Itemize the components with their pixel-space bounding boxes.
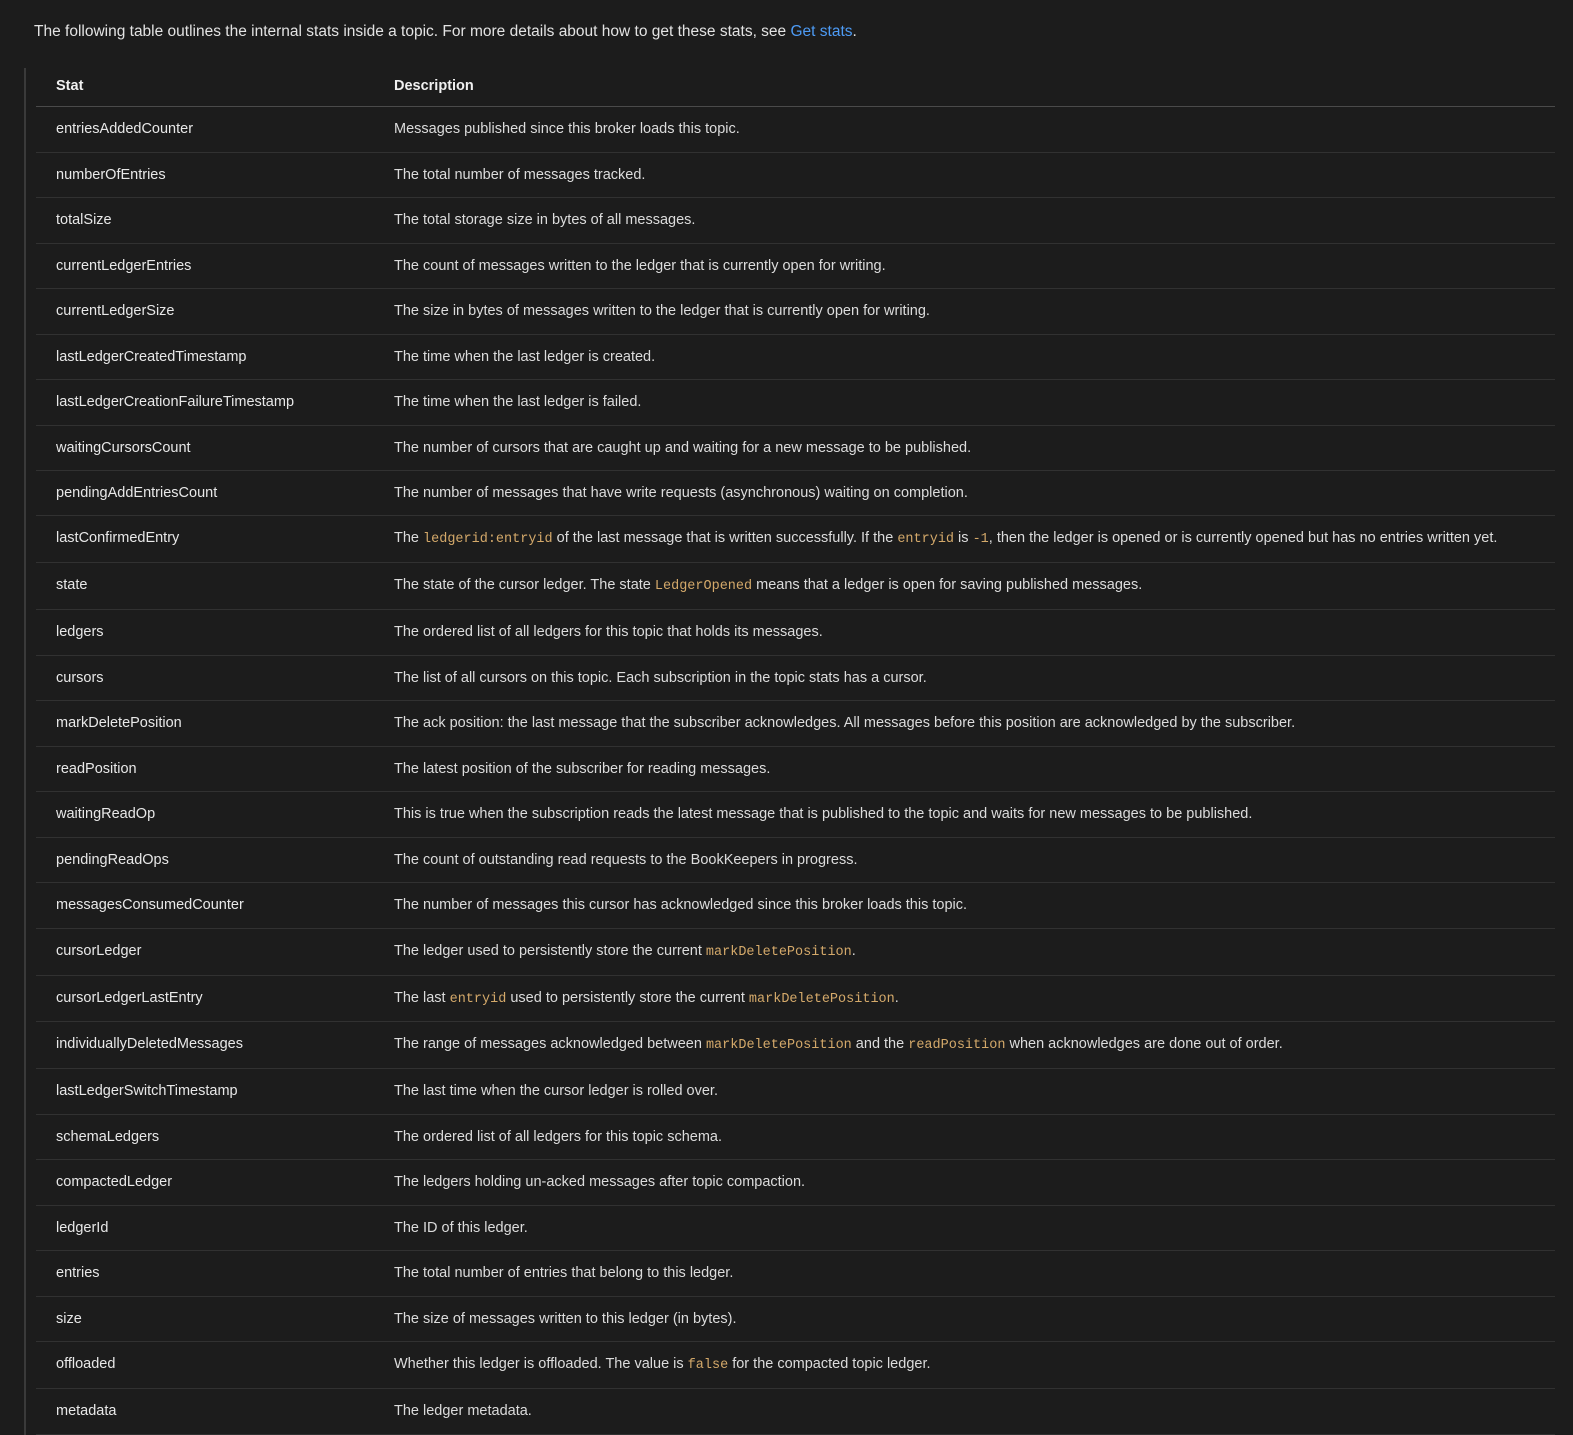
stat-name-cell: pendingAddEntriesCount — [36, 471, 374, 516]
inline-code: markDeletePosition — [705, 944, 852, 960]
table-row — [36, 883, 1555, 928]
stat-description-cell: The state of the cursor ledger. The state LedgerOpened means that a ledger is open for saving published messages. — [374, 563, 1555, 610]
table-head — [36, 68, 1555, 107]
stat-name-cell: cursorLedger — [36, 928, 374, 975]
table-row — [36, 152, 1555, 197]
stat-description-cell: The range of messages acknowledged between markDeletePosition and the readPosition when acknowledges are done out of order. — [374, 1022, 1555, 1069]
stat-name-cell: individuallyDeletedMessages — [36, 1022, 374, 1069]
stat-description-cell: The ack position: the last message that the subscriber acknowledges. All messages before this position are acknowledged by the subscriber. — [374, 701, 1555, 746]
stat-name-cell: cursorLedgerLastEntry — [36, 975, 374, 1022]
table-row — [36, 289, 1555, 334]
table-row — [36, 1342, 1555, 1389]
get-stats-link[interactable]: Get stats — [790, 22, 853, 40]
stat-description-cell: The number of messages that have write requests (asynchronous) waiting on completion. — [374, 471, 1555, 516]
table-row — [36, 380, 1555, 425]
inline-code: false — [687, 1358, 729, 1374]
stat-description-cell: The last entryid used to persistently store the current markDeletePosition. — [374, 975, 1555, 1022]
intro-text-before: The following table outlines the internal stats inside a topic. For more details about how to get these stats, see — [34, 22, 791, 40]
table-row — [36, 1296, 1555, 1341]
stat-name-cell: entriesAddedCounter — [36, 107, 374, 152]
stat-name-cell: lastConfirmedEntry — [36, 516, 374, 563]
stat-description-cell: Whether this ledger is offloaded. The value is false for the compacted topic ledger. — [374, 1342, 1555, 1389]
inline-code: entryid — [897, 532, 955, 548]
table-row — [36, 198, 1555, 243]
stat-name-cell: readPosition — [36, 746, 374, 791]
stats-table-container — [24, 68, 1555, 1434]
stat-name-cell: totalSize — [36, 198, 374, 243]
inline-code: markDeletePosition — [705, 1038, 852, 1054]
stat-description-cell: The ledgerid:entryid of the last message that is written successfully. If the entryid is -1, then the ledger is opened or is currently opened but has no entries written yet. — [374, 516, 1555, 563]
table-row — [36, 243, 1555, 288]
inline-code: markDeletePosition — [748, 991, 895, 1007]
stat-description-cell: The count of messages written to the ledger that is currently open for writing. — [374, 243, 1555, 288]
stat-name-cell: compactedLedger — [36, 1160, 374, 1205]
stat-name-cell: cursors — [36, 655, 374, 700]
stat-description-cell: The latest position of the subscriber for reading messages. — [374, 746, 1555, 791]
table-row — [36, 837, 1555, 882]
stat-description-cell: The total storage size in bytes of all messages. — [374, 198, 1555, 243]
topic-internal-stats-table — [36, 68, 1555, 1434]
stat-description-cell: The size in bytes of messages written to the ledger that is currently open for writing. — [374, 289, 1555, 334]
table-row — [36, 746, 1555, 791]
stat-description-cell: Messages published since this broker loads this topic. — [374, 107, 1555, 152]
stat-name-cell: offloaded — [36, 1342, 374, 1389]
stat-description-cell: The total number of entries that belong to this ledger. — [374, 1251, 1555, 1296]
stat-name-cell: schemaLedgers — [36, 1114, 374, 1159]
stat-description-cell: The time when the last ledger is created. — [374, 334, 1555, 379]
stat-description-cell: The time when the last ledger is failed. — [374, 380, 1555, 425]
table-row — [36, 334, 1555, 379]
column-header-stat: Stat — [36, 68, 374, 107]
stat-name-cell: lastLedgerCreatedTimestamp — [36, 334, 374, 379]
stat-name-cell: state — [36, 563, 374, 610]
inline-code: LedgerOpened — [654, 579, 753, 595]
table-row — [36, 1160, 1555, 1205]
table-row — [36, 425, 1555, 470]
table-row — [36, 563, 1555, 610]
column-header-description: Description — [374, 68, 1555, 107]
table-row — [36, 928, 1555, 975]
stat-name-cell: ledgers — [36, 610, 374, 655]
inline-code: readPosition — [908, 1038, 1006, 1054]
stat-name-cell: waitingReadOp — [36, 792, 374, 837]
inline-code: ledgerid:entryid — [423, 532, 553, 548]
stat-description-cell: The size of messages written to this ledger (in bytes). — [374, 1296, 1555, 1341]
table-row — [36, 471, 1555, 516]
table-row — [36, 610, 1555, 655]
stat-description-cell: The list of all cursors on this topic. Each subscription in the topic stats has a cursor. — [374, 655, 1555, 700]
table-row — [36, 1205, 1555, 1250]
stat-name-cell: entries — [36, 1251, 374, 1296]
stat-name-cell: markDeletePosition — [36, 701, 374, 746]
stat-description-cell: The count of outstanding read requests to the BookKeepers in progress. — [374, 837, 1555, 882]
stat-description-cell: The number of messages this cursor has acknowledged since this broker loads this topic. — [374, 883, 1555, 928]
table-row — [36, 1069, 1555, 1114]
stat-description-cell: The ledger used to persistently store the current markDeletePosition. — [374, 928, 1555, 975]
stat-name-cell: numberOfEntries — [36, 152, 374, 197]
table-row — [36, 792, 1555, 837]
table-row — [36, 701, 1555, 746]
table-row — [36, 975, 1555, 1022]
table-row — [36, 516, 1555, 563]
intro-text-after: . — [852, 22, 857, 40]
stat-description-cell: The number of cursors that are caught up and waiting for a new message to be published. — [374, 425, 1555, 470]
table-header-row — [36, 68, 1555, 107]
stat-name-cell: waitingCursorsCount — [36, 425, 374, 470]
table-row — [36, 1114, 1555, 1159]
stat-name-cell: pendingReadOps — [36, 837, 374, 882]
inline-code: -1 — [972, 532, 989, 548]
stat-name-cell: lastLedgerSwitchTimestamp — [36, 1069, 374, 1114]
stat-description-cell: This is true when the subscription reads the latest message that is published to the topic and waits for new messages to be published. — [374, 792, 1555, 837]
table-row — [36, 1389, 1555, 1434]
stat-description-cell: The last time when the cursor ledger is rolled over. — [374, 1069, 1555, 1114]
table-row — [36, 1022, 1555, 1069]
stat-name-cell: currentLedgerSize — [36, 289, 374, 334]
table-row — [36, 1251, 1555, 1296]
stat-name-cell: metadata — [36, 1389, 374, 1434]
stat-description-cell: The ordered list of all ledgers for this topic that holds its messages. — [374, 610, 1555, 655]
table-row — [36, 655, 1555, 700]
stat-description-cell: The ID of this ledger. — [374, 1205, 1555, 1250]
stat-name-cell: size — [36, 1296, 374, 1341]
stat-description-cell: The ordered list of all ledgers for this topic schema. — [374, 1114, 1555, 1159]
table-body — [36, 107, 1555, 1434]
stat-description-cell: The total number of messages tracked. — [374, 152, 1555, 197]
stat-description-cell: The ledgers holding un-acked messages after topic compaction. — [374, 1160, 1555, 1205]
table-row — [36, 107, 1555, 152]
document-page — [0, 16, 1573, 1435]
inline-code: entryid — [449, 991, 507, 1007]
stat-name-cell: lastLedgerCreationFailureTimestamp — [36, 380, 374, 425]
stat-name-cell: currentLedgerEntries — [36, 243, 374, 288]
stat-name-cell: messagesConsumedCounter — [36, 883, 374, 928]
intro-paragraph — [24, 16, 1555, 53]
stat-description-cell: The ledger metadata. — [374, 1389, 1555, 1434]
stat-name-cell: ledgerId — [36, 1205, 374, 1250]
